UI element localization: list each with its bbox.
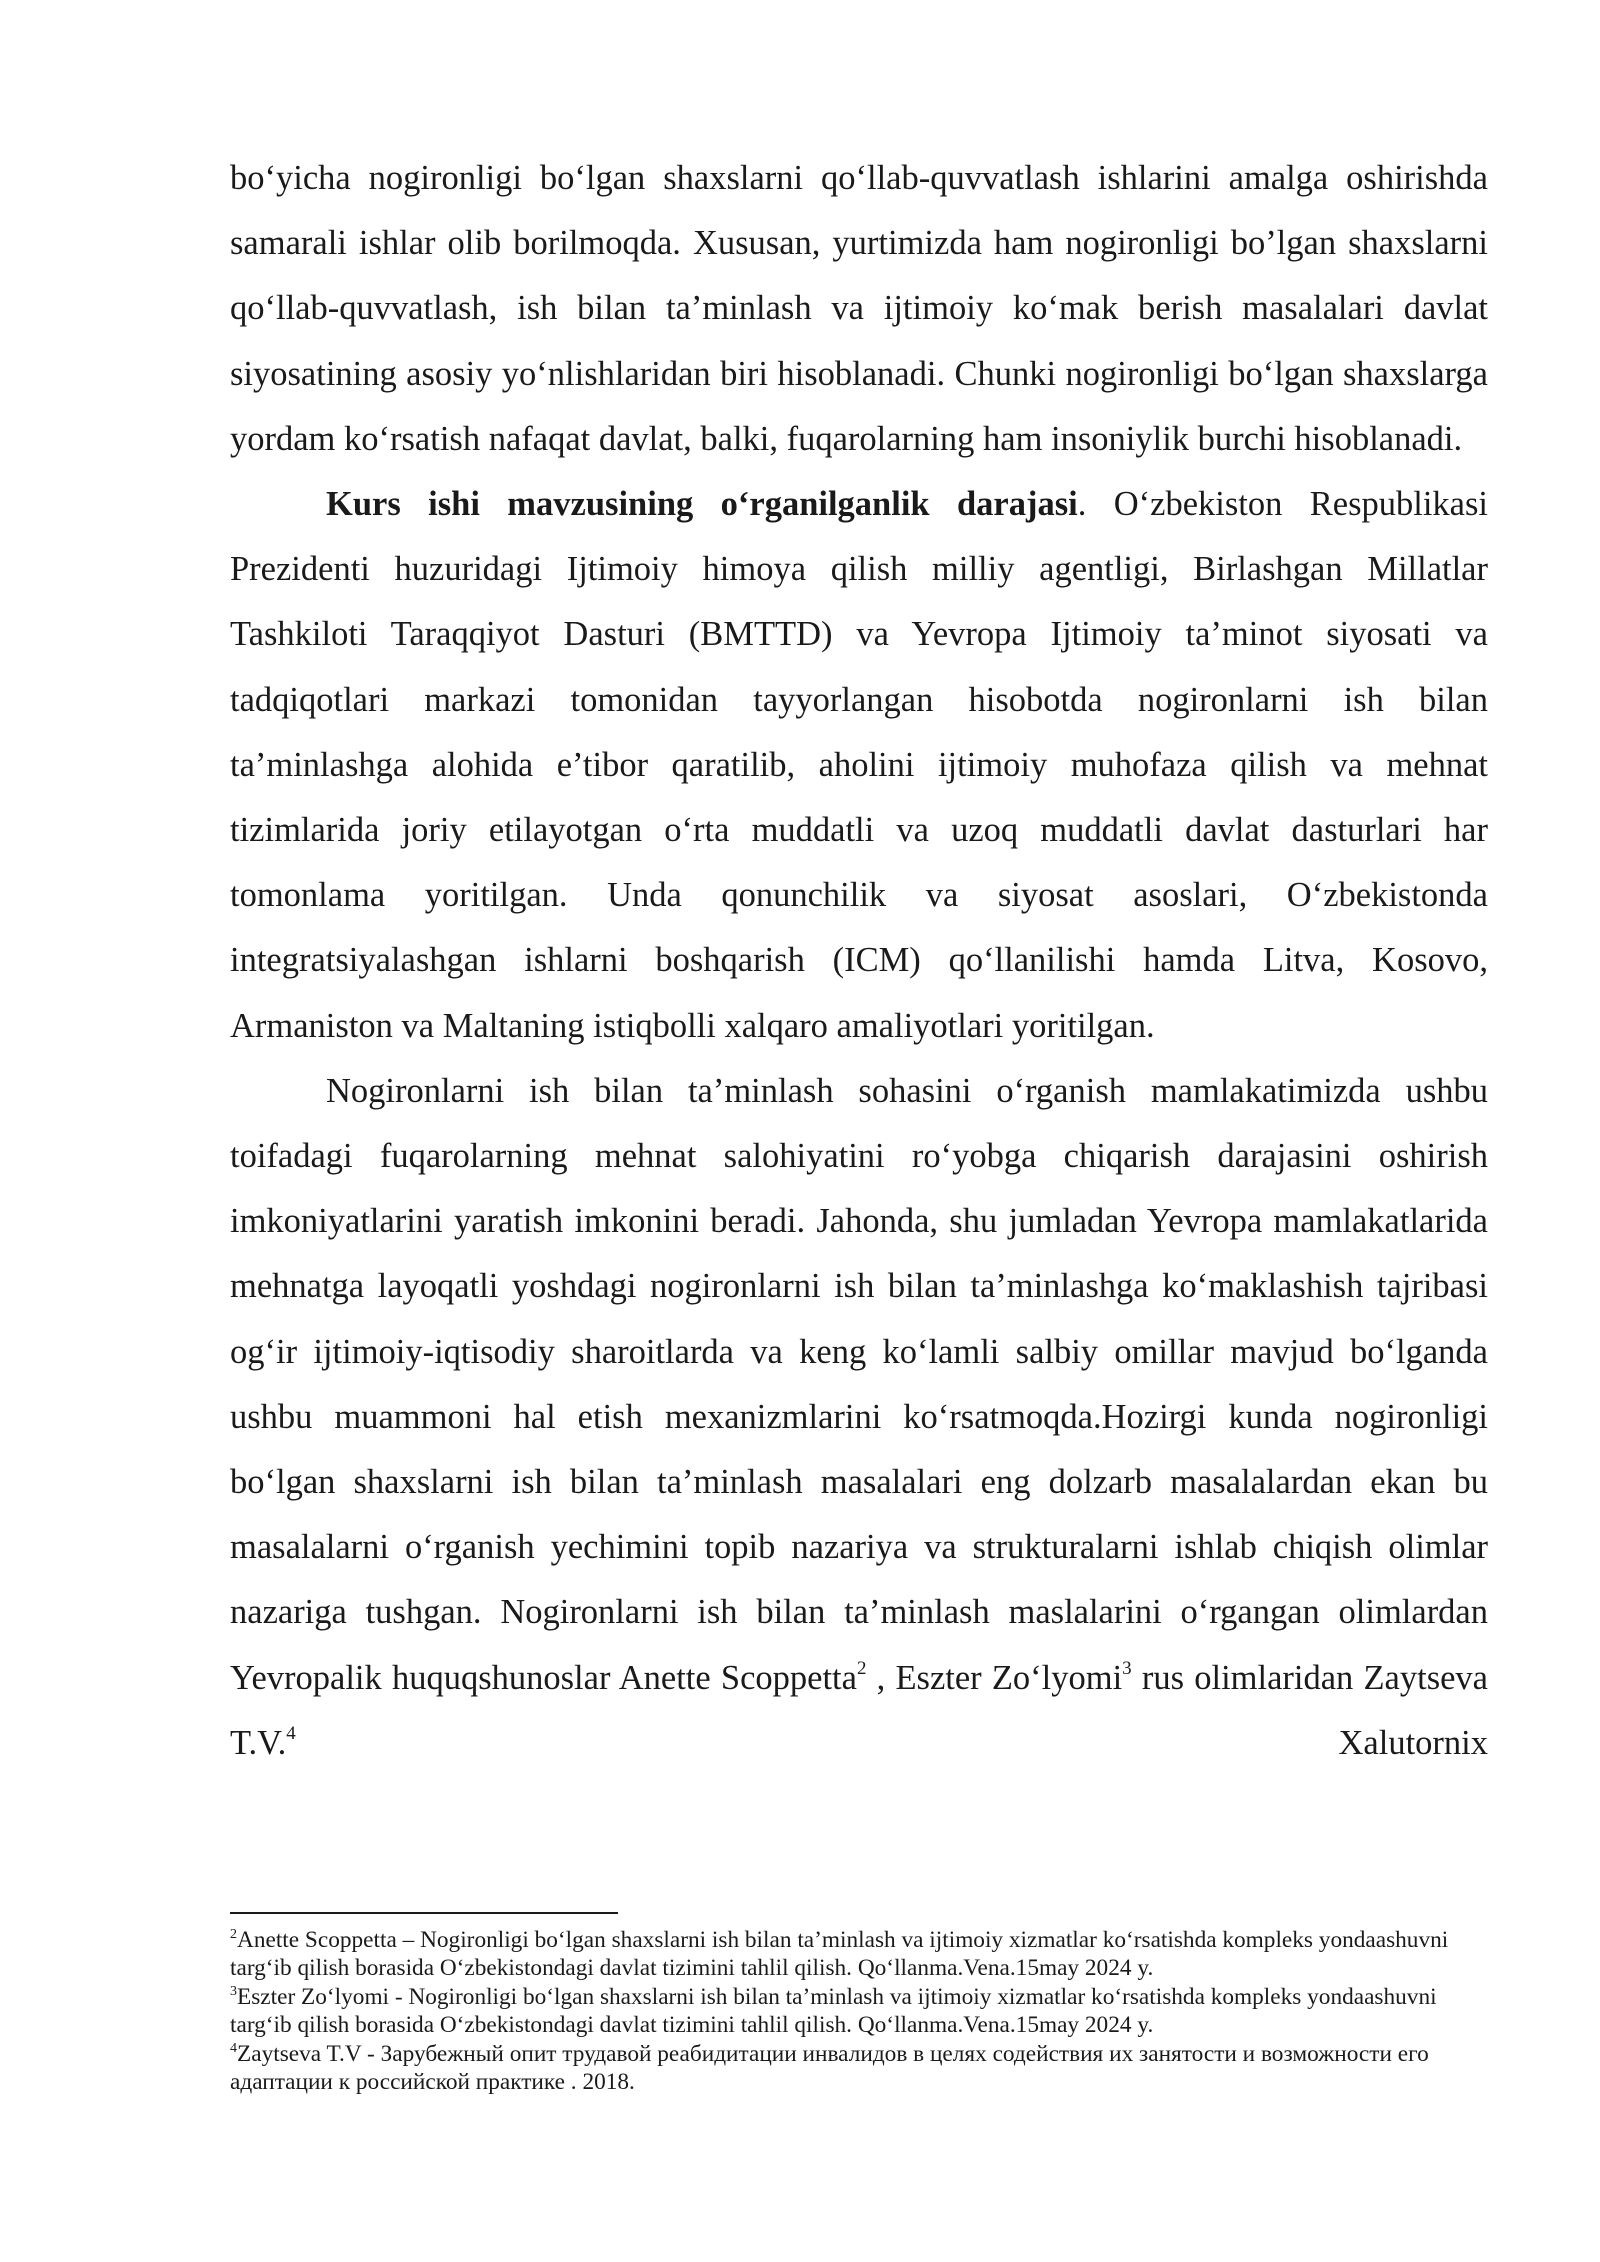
footnote-item-3 [230,1983,1488,2040]
footnote-ref-4[interactable]: 4 [286,1723,296,1745]
paragraph-bold-heading: Kurs ishi mavzusining o‘rganilganlik darajasi [326,485,1078,524]
paragraph-text: Nogironlarni ish bilan ta’minlash sohasini o‘rganish mamlakatimizda ushbu toifadagi fuqarolarning mehnat salohiyatini ro‘yobga chiqarish darajasini oshirish imkoniyatlarini yaratish imkonini beradi. Jahonda, shu jumladan Yevropa mamlakatlarida mehnatga layoqatli yoshdagi nogironlarni ish bilan ta’minlashga ko‘maklashish tajribasi og‘ir ijtimoiy-iqtisodiy sharoitlarda va keng ko‘lamli salbiy omillar mavjud bo‘lganda ushbu muammoni hal etish mexanizmlarini ko‘rsatmoqda.Hozirgi kunda nogironligi bo‘lgan shaxslarni ish bilan ta’minlash masalalari eng dolzarb masalalardan ekan bu masalalarni o‘rganish yechimini topib nazariya va strukturalarni ishlab chiqish olimlar nazariga tushgan. Nogironlarni ish bilan ta’minlash maslalarini o‘rgangan olimlardan Yevropalik huquqshunoslar Anette Scoppetta [230,1071,1488,1697]
footnote-ref-3[interactable]: 3 [1122,1658,1132,1680]
footnote-number: 3 [230,1984,237,2000]
paragraph-intro-continuation [230,146,1488,472]
footnote-text: Anette Scoppetta – Nogironligi bo‘lgan shaxslarni ish bilan ta’minlash va ijtimoiy xizmatlar ko‘rsatishda kompleks yondaashuvni targ‘ib qilish borasida O‘zbekistondagi davlat tizimini tahlil qilish. Qo‘llanma.Vena.15may 2024 y. [230,1927,1449,1982]
paragraph-text: bo‘yicha nogironligi bo‘lgan shaxslarni qo‘llab-quvvatlash ishlarini amalga oshirishda samarali ishlar olib borilmoqda. Xususan, yurtimizda ham nogironligi bo’lgan shaxslarni qo‘llab-quvvatlash, ish bilan ta’minlash va ijtimoiy ko‘mak berish masalalari davlat siyosatining asosiy yo‘nlishlaridan biri hisoblanadi. Chunki nogironligi bo‘lgan shaxslarga yordam ko‘rsatish nafaqat davlat, balki, fuqarolarning ham insoniylik burchi hisoblanadi. [230,159,1488,458]
document-page [230,0,1488,2262]
paragraph-employment-study [230,1059,1488,1776]
paragraph-research-degree [230,472,1488,1059]
footnote-ref-2[interactable]: 2 [856,1658,867,1680]
footnote-number: 2 [230,1927,237,1943]
footnote-item-2 [230,1926,1488,1983]
footnote-number: 4 [230,2040,237,2056]
paragraph-text: rus olimlaridan Zaytseva T.V. [230,1658,1488,1762]
paragraph-text: , Eszter Zo‘lyomi [866,1658,1123,1697]
paragraph-text: Xalutornix [295,1723,1488,1762]
footnote-text: Zaytseva T.V - Зарубежный опит трудавой реабидитации инвалидов в целях содействия их занятости и возможности его адаптации к российской практике . 2018. [230,2040,1429,2096]
footnotes [230,1926,1488,2096]
footnote-separator [230,1912,618,1914]
paragraph-text: . O‘zbekiston Respublikasi Prezidenti huzuridagi Ijtimoiy himoya qilish milliy agentligi, Birlashgan Millatlar Tashkiloti Taraqqiyot Dasturi (BMTTD) va Yevropa Ijtimoiy ta’minot siyosati va tadqiqotlari markazi tomonidan tayyorlangan hisobotda nogironlarni ish bilan ta’minlashga alohida e’tibor qaratilib, aholini ijtimoiy muhofaza qilish va mehnat tizimlarida joriy etilayotgan o‘rta muddatli va uzoq muddatli davlat dasturlari har tomonlama yoritilgan. Unda qonunchilik va siyosat asoslari, O‘zbekistonda integratsiyalashgan ishlarni boshqarish (ICM) qo‘llanilishi hamda Litva, Kosovo, Armaniston va Maltaning istiqbolli xalqaro amaliyotlari yoritilgan. [230,485,1488,1045]
footnote-item-4 [230,2040,1488,2097]
body-text [230,146,1488,1776]
footnote-text: Eszter Zo‘lyomi - Nogironligi bo‘lgan shaxslarni ish bilan ta’minlash va ijtimoiy xizmatlar ko‘rsatishda kompleks yondaashuvni targ‘ib qilish borasida O‘zbekistondagi davlat tizimini tahlil qilish. Qo‘llanma.Vena.15may 2024 y. [230,1983,1437,2039]
